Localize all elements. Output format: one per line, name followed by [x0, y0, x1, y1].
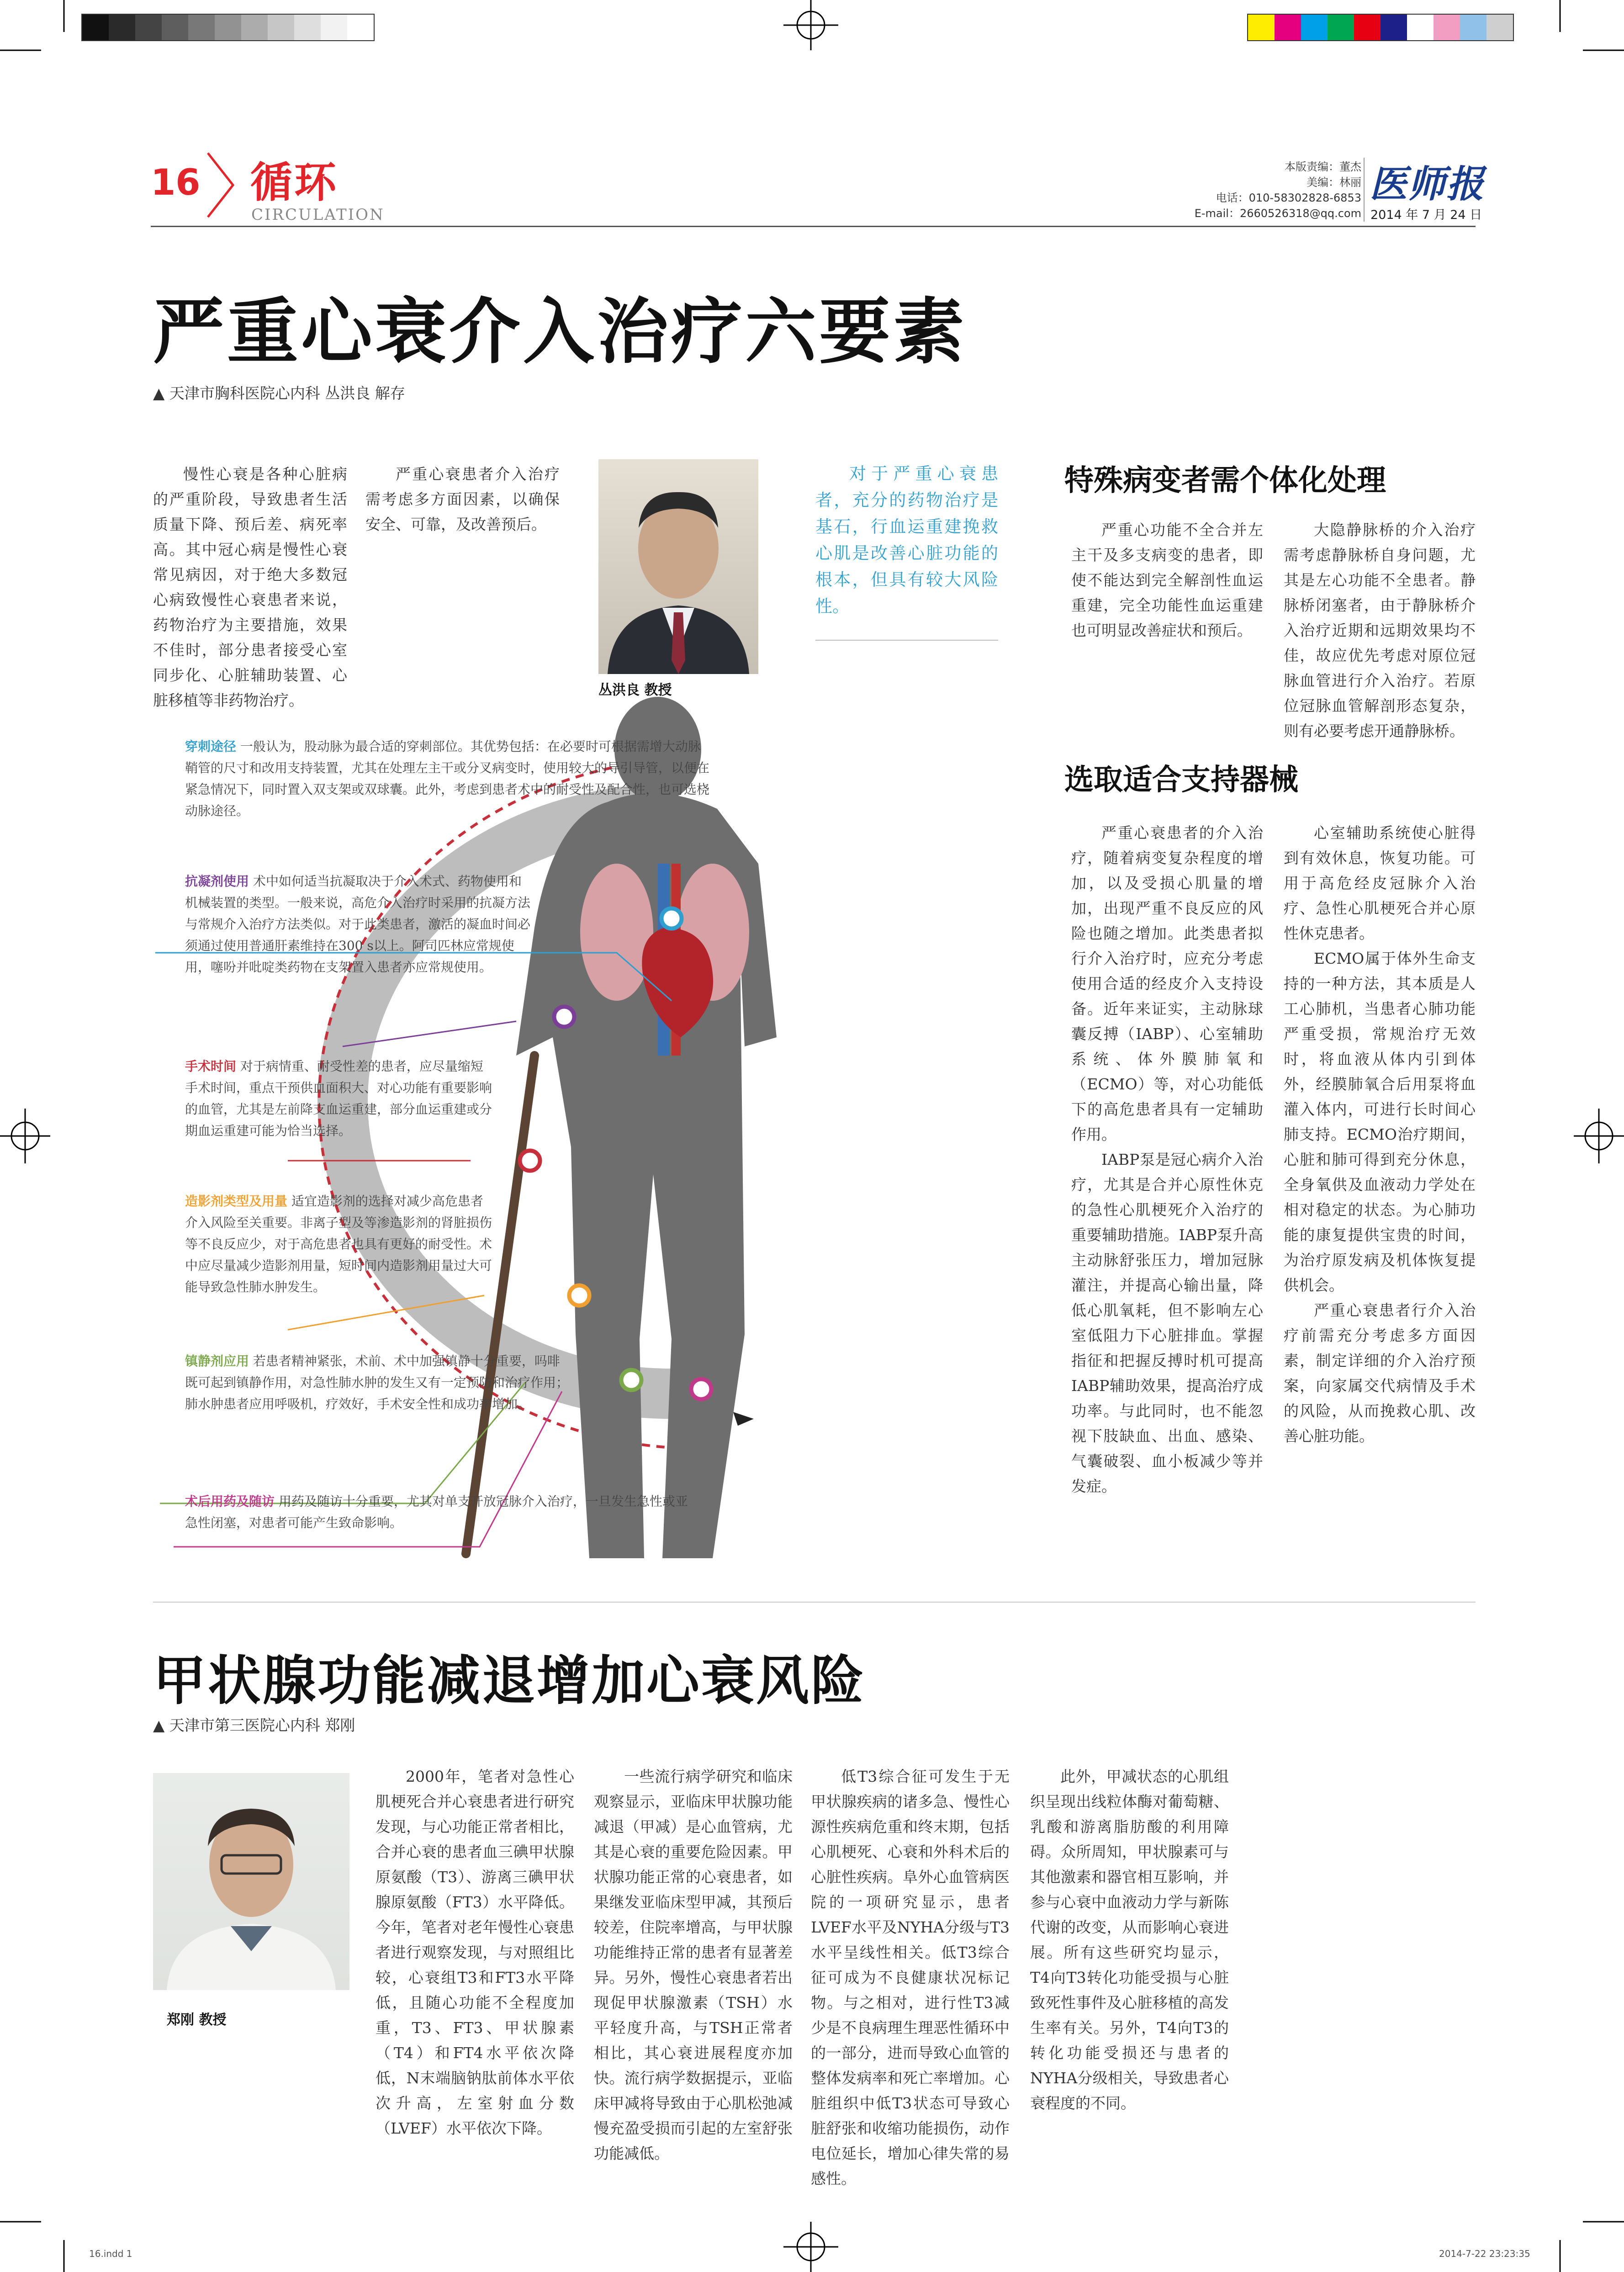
sub1-paragraph-1: 严重心功能不全合并左主干及多支病变的患者，即使不能达到完全解剖性血运重建，完全功能性血运重建也可明显改善症状和预后。	[1071, 521, 1263, 639]
portrait-illustration	[598, 459, 758, 674]
author-caption-zheng: 郑刚 教授	[167, 2012, 227, 2028]
factor-3-name: 手术时间	[185, 1059, 237, 1074]
author-photo-zheng	[153, 1773, 349, 1990]
factor-marker-6	[691, 1379, 711, 1399]
factor-marker-4	[569, 1285, 589, 1306]
editor: 本版责编：董杰	[1285, 160, 1361, 173]
pullquote: 对于严重心衰患者，充分的药物治疗是基石，行血运重建挽救心肌是改善心脏功能的根本，但具有较大风险性。	[815, 464, 998, 616]
factor-6-name: 术后用药及随访	[185, 1494, 275, 1509]
section-subtitle: CIRCULATION	[251, 206, 385, 224]
masthead-divider	[1364, 158, 1365, 222]
factor-5	[185, 1350, 569, 1415]
article2-paragraph-3: 低T3综合征可发生于无甲状腺疾病的诸多急、慢性心源性疾病危重和终末期，包括心肌梗死、心衰和外科术后的心脏性疾病。阜外心血管病医院的一项研究显示，患者LVEF水平及NYHA分级与T3水平呈线性相关。低T3综合征可成为不良健康状况标记物。与之相对，进行性T3减少是不良病理生理恶性循环中的一部分，进而导致心血管的整体发病率和死亡率增加。心脏组织中低T3状态可导致心脏舒张和收缩功能损伤，动作电位延长，增加心律失常的易感性。	[811, 1768, 1010, 2187]
article2-paragraph-4: 此外，甲减状态的心肌组织呈现出线粒体酶对葡萄糖、乳酸和游离脂肪酸的利用障碍。众所周知，甲状腺素可与其他激素和器官相互影响，并参与心衰中血液动力学与新陈代谢的改变，从而影响心衰进展。所有这些研究均显示，T4向T3转化功能受损与心脏致死性事件及心脏移植的高发生率有关。另外，T4向T3的转化功能受损还与患者的NYHA分级相关，导致患者心衰程度的不同。	[1030, 1768, 1229, 2112]
portrait-illustration	[153, 1773, 349, 1990]
author-photo-cong	[598, 459, 758, 674]
header-credits	[1169, 159, 1361, 221]
sub2-paragraph-2: IABP泵是冠心病介入治疗，尤其是合并心原性休克的急性心肌梗死介入治疗的重要辅助措施。IABP泵升高主动脉舒张压力，增加冠脉灌注，并提高心输出量，降低心肌氧耗，但不影响左心室低阻力下心脏排血。掌握指征和把握反搏时机可提高IABP辅助效果，提高治疗成功率。与此同时，也不能忽视下肢缺血、出血、感染、气囊破裂、血小板减少等并发症。	[1071, 1151, 1263, 1495]
intro-paragraph-2: 严重心衰患者介入治疗需考虑多方面因素，以确保安全、可靠，及改善预后。	[365, 465, 560, 533]
factor-4-name: 造影剂类型及用量	[185, 1194, 288, 1209]
factor-2-text: 术中如何适当抗凝取决于介入术式、药物使用和机械装置的类型。一般来说，高危介入治疗时采用的抗凝方法与常规介入治疗方法类似。对于此类患者，激活的凝血时间必须通过使用普通肝素维持在300 s以上。阿司匹林应常规使用，噻吩并吡啶类药物在支架置入患者亦应常规使用。	[185, 874, 531, 975]
page-number: 16	[151, 162, 201, 203]
intro-paragraph-1: 慢性心衰是各种心脏病的严重阶段，导致患者生活质量下降、预后差、病死率高。其中冠心病是慢性心衰常见病因，对于绝大多数冠心病致慢性心衰患者来说，药物治疗为主要措施，效果不佳时，部分患者接受心室同步化、心脏辅助装置、心脏移植等非药物治疗。	[153, 465, 347, 709]
sub2-heading: 选取适合支持器械	[1064, 763, 1298, 797]
factor-2	[185, 871, 532, 978]
designer: 美编：林丽	[1307, 176, 1361, 189]
factor-5-name: 镇静剂应用	[185, 1354, 249, 1369]
factor-6-text: 用药及随访十分重要，尤其对单支开放冠脉介入治疗，一旦发生急性或亚急性闭塞，对患者可能产生致命影响。	[185, 1494, 688, 1530]
grayscale-bar	[81, 14, 375, 41]
section-title: 循环	[250, 158, 339, 207]
sub1-heading: 特殊病变者需个体化处理	[1064, 464, 1386, 498]
factor-4	[185, 1190, 496, 1298]
sub2-paragraph-5: 严重心衰患者行介入治疗前需充分考虑多方面因素，制定详细的介入治疗预案，向家属交代病情及手术的风险，从而挽救心肌、改善心脏功能。	[1284, 1301, 1476, 1445]
issue-date: 2014 年 7 月 24 日	[1370, 208, 1482, 222]
footer-file: 16.indd 1	[89, 2248, 132, 2259]
article1-intro-col1	[153, 462, 347, 713]
factor-marker-2	[554, 1007, 574, 1027]
author-caption-cong: 丛洪良 教授	[598, 682, 672, 698]
factor-3	[185, 1056, 496, 1141]
article2-col1	[376, 1764, 574, 2141]
factor-1-name: 穿刺途径	[185, 739, 237, 754]
factor-marker-3	[520, 1151, 540, 1171]
factor-6	[185, 1491, 692, 1534]
article2-paragraph-1: 2000年，笔者对急性心肌梗死合并心衰患者进行研究发现，与心功能正常者相比，合并心衰的患者血三碘甲状腺原氨酸（T3）、游离三碘甲状腺原氨酸（FT3）水平降低。今年，笔者对老年慢性心衰患者进行观察发现，与对照组比较，心衰组T3和FT3水平降低，且随心功能不全程度加重，T3、FT3、甲状腺素（T4）和FT4水平依次降低，N末端脑钠肽前体水平依次升高，左室射血分数（LVEF）水平依次下降。	[376, 1768, 574, 2137]
chevron-icon	[206, 151, 238, 219]
footer-timestamp: 2014-7-22 23:23:35	[1439, 2248, 1530, 2259]
sub1-col1	[1071, 517, 1263, 643]
sub1-paragraph-2: 大隐静脉桥的介入治疗需考虑静脉桥自身问题，尤其是左心功能不全患者。静脉桥闭塞者，由于静脉桥介入治疗近期和远期效果均不佳，故应优先考虑对原位冠脉血管进行介入治疗。若原位冠脉血管解剖形态复杂，则有必要考虑开通静脉桥。	[1284, 521, 1476, 740]
pullquote-rule	[815, 640, 998, 641]
header-rule	[151, 226, 1476, 227]
factor-3-text: 对于病情重、耐受性差的患者，应尽量缩短手术时间，重点干预供血面积大、对心功能有重要影响的血管，尤其是左前降支血运重建，部分血运重建或分期血运重建可能为恰当选择。	[185, 1059, 492, 1138]
arrow-tail-icon	[733, 1412, 754, 1426]
sub1-col2	[1284, 517, 1476, 743]
article1-title: 严重心衰介入治疗六要素	[153, 290, 967, 373]
sub2-paragraph-3: 心室辅助系统使心脏得到有效休息，恢复功能。可用于高危经皮冠脉介入治疗、急性心肌梗死合并心原性休克患者。	[1284, 824, 1476, 942]
article2-title: 甲状腺功能减退增加心衰风险	[153, 1650, 866, 1712]
article1-intro-col2	[365, 462, 560, 537]
factor-marker-1	[661, 908, 682, 929]
factor-1	[185, 736, 710, 822]
phone: 电话：010-58302828-6853	[1216, 191, 1361, 204]
article2-byline: ▲ 天津市第三医院心内科 郑刚	[153, 1716, 355, 1734]
paper-logo: 医师报	[1370, 162, 1485, 206]
article-divider	[153, 1602, 1476, 1603]
email: E-mail：2660526318@qq.com	[1194, 207, 1361, 220]
factor-1-text: 一般认为，股动脉为最合适的穿刺部位。其优势包括：在必要时可根据需增大动脉鞘管的尺寸和改用支持装置，尤其在处理左主干或分叉病变时，使用较大的导引导管，以便在紧急情况下，同时置入双支架或双球囊。此外，考虑到患者术中的耐受性及配合性，也可选桡动脉途径。	[185, 739, 710, 818]
color-bar	[1247, 14, 1514, 41]
sub2-paragraph-4: ECMO属于体外生命支持的一种方法，其本质是人工心肺机，当患者心肺功能严重受损，常规治疗无效时，将血液从体内引到体外，经膜肺氧合后用泵将血灌入体内，可进行长时间心肺支持。ECMO治疗期间，心脏和肺可得到充分休息，全身氧供及血液动力学处在相对稳定的状态。为心肺功能的康复提供宝贵的时间，为治疗原发病及机体恢复提供机会。	[1284, 950, 1476, 1294]
factor-4-text: 适宜造影剂的选择对减少高危患者介入风险至关重要。非离子型及等渗造影剂的肾脏损伤等不良反应少，对于高危患者也具有更好的耐受性。术中应尽量减少造影剂用量，短时间内造影剂用量过大可能导致急性肺水肿发生。	[185, 1194, 492, 1295]
factor-5-text: 若患者精神紧张，术前、术中加强镇静十分重要，吗啡既可起到镇静作用，对急性肺水肿的发生又有一定预防和治疗作用；肺水肿患者应用呼吸机，疗效好，手术安全性和成功率增加。	[185, 1354, 569, 1412]
sub2-col2	[1284, 820, 1476, 1449]
article1-byline: ▲ 天津市胸科医院心内科 丛洪良 解存	[153, 384, 405, 402]
article2-col3	[811, 1764, 1010, 2191]
sub2-paragraph-1: 严重心衰患者的介入治疗，随着病变复杂程度的增加，以及受损心肌量的增加，出现严重不良反应的风险也随之增加。此类患者拟行介入治疗时，应充分考虑使用合适的经皮介入支持设备。近年来证实，主动脉球囊反搏（IABP）、心室辅助系统、体外膜肺氧和（ECMO）等，对心功能低下的高危患者具有一定辅助作用。	[1071, 824, 1263, 1143]
factor-marker-5	[621, 1370, 641, 1390]
article2-paragraph-2: 一些流行病学研究和临床观察显示，亚临床甲状腺功能减退（甲减）是心血管病，尤其是心衰的重要危险因素。甲状腺功能正常的心衰患者，如果继发亚临床型甲减，其预后较差，住院率增高，与甲状腺功能维持正常的患者有显著差异。另外，慢性心衰患者若出现促甲状腺激素（TSH）水平轻度升高，与TSH正常者相比，其心衰进展程度亦加快。流行病学数据提示，亚临床甲减将导致由于心肌松弛减慢充盈受损而引起的左室舒张功能减低。	[594, 1768, 793, 2162]
factor-2-name: 抗凝剂使用	[185, 874, 249, 889]
article2-col2	[594, 1764, 793, 2166]
article2-col4	[1030, 1764, 1229, 2116]
sub2-col1	[1071, 820, 1263, 1499]
